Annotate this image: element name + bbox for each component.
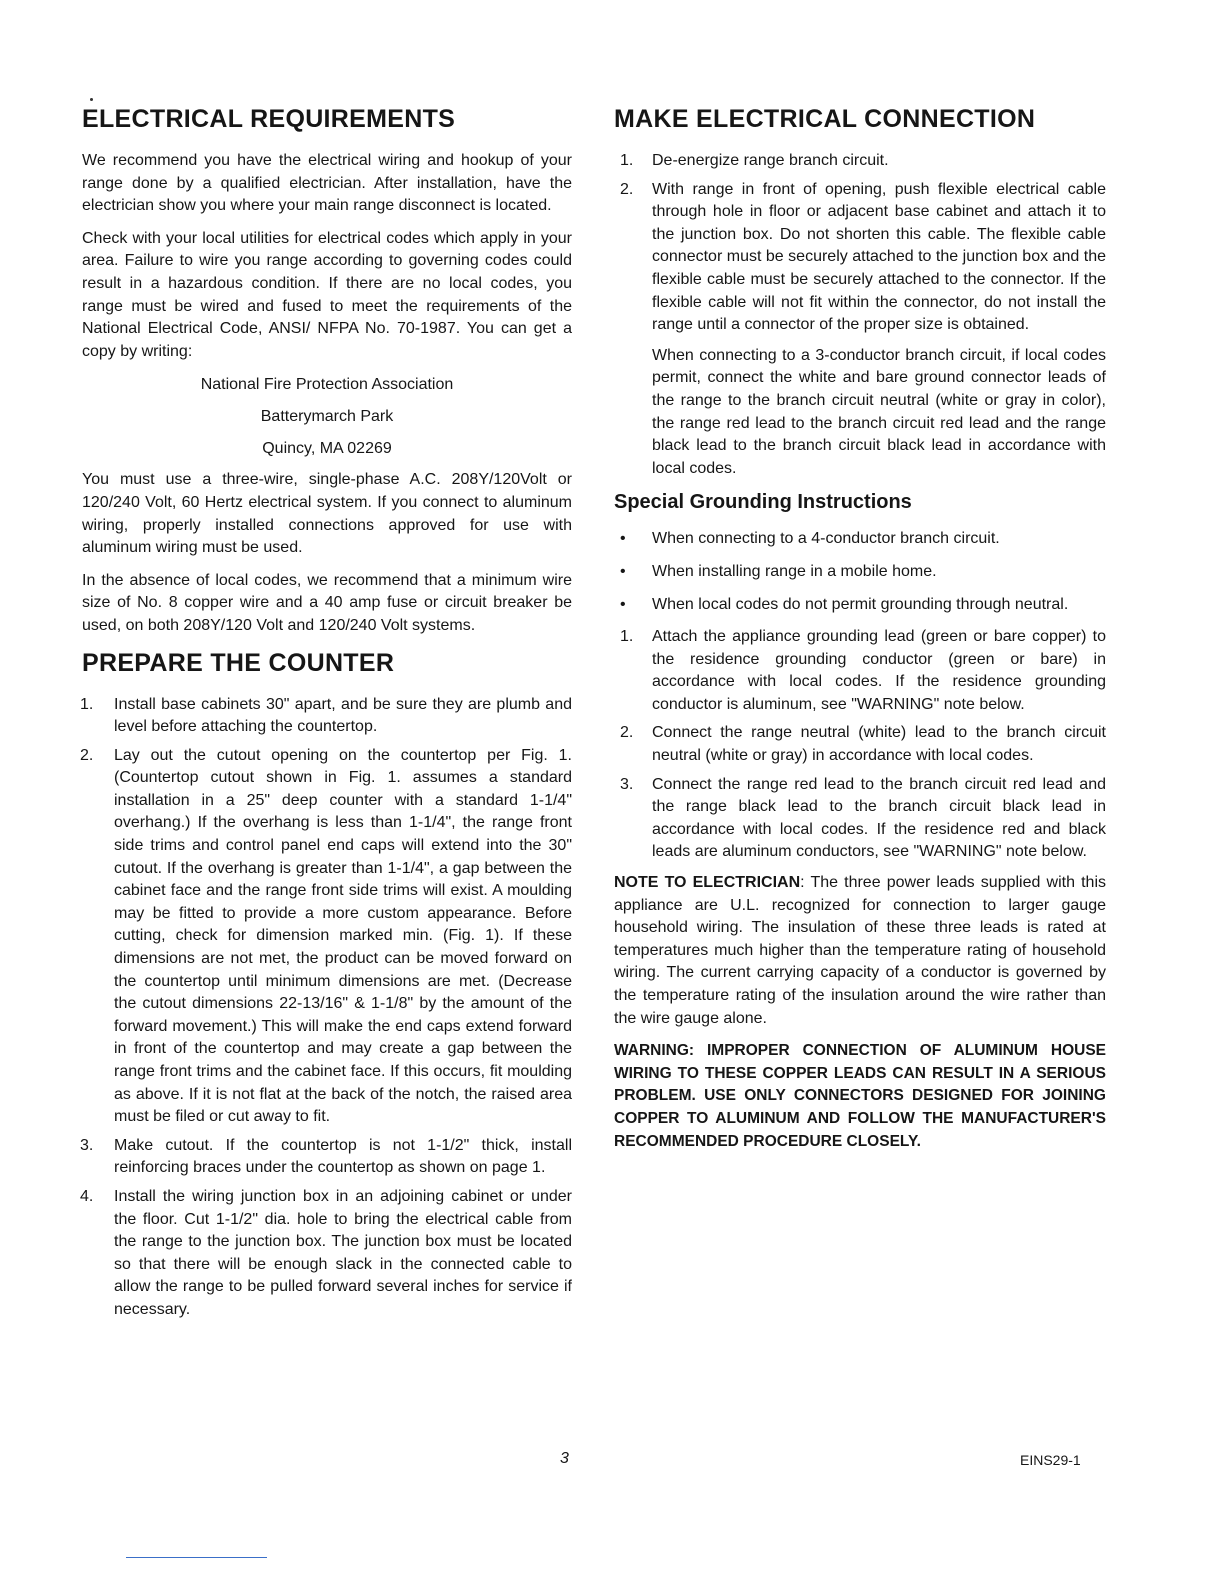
paragraph-electrical-system: You must use a three-wire, single-phase A.C. 208Y/120Volt or 120/240 Volt, 60 Hertz electrical system. If you connect to aluminum wiring, properly installed connections approved for use with aluminum wiring must be used. — [82, 471, 572, 557]
list-item — [82, 1135, 572, 1180]
bullet-item — [614, 561, 1106, 584]
bullet-text: When connecting to a 4-conductor branch circuit. — [652, 530, 1000, 548]
step-text: Connect the range red lead to the branch circuit red lead and the range black lead to the branch circuit black lead in accordance with local codes. If the residence red and black leads are aluminum conductors, see "WARNING" note below. — [652, 775, 1106, 861]
step-text: Connect the range neutral (white) lead to the branch circuit neutral (white or gray) in accordance with local codes. — [652, 724, 1106, 765]
note-text: : The three power leads supplied with this appliance are U.L. recognized for connection to larger gauge household wiring. The insulation of these three leads is rated at temperatures much higher than the temperature rating of household wiring. The current carrying capacity of a conductor is governed by the temperature rating of the insulation around the wire rather than the wire gauge alone. — [614, 874, 1106, 1027]
step-number: 2. — [80, 746, 94, 764]
step-number: 4. — [80, 1187, 94, 1205]
grounding-bullets — [614, 528, 1106, 616]
document-code: EINS29-1 — [1020, 1452, 1081, 1468]
list-item — [82, 1186, 572, 1322]
bullet-text: When local codes do not permit grounding through neutral. — [652, 595, 1069, 613]
step-number: 2. — [620, 180, 634, 198]
step-text: With range in front of opening, push flexible electrical cable through hole in floor or adjacent base cabinet and attach it to the junction box. Do not shorten this cable. The flexible cable connector must be securely attached to the junction box and the flexible cable must be securely attached to the connector. If the flexible cable will not fit within the connector, do not install the range until a connector of the proper size is obtained. — [652, 180, 1106, 334]
list-item — [82, 745, 572, 1129]
step-text: Install base cabinets 30" apart, and be sure they are plumb and level before attaching the countertop. — [114, 695, 572, 736]
list-item — [614, 774, 1106, 864]
section-heading-special-grounding: Special Grounding Instructions — [614, 491, 912, 514]
paragraph-three-conductor: When connecting to a 3-conductor branch circuit, if local codes permit, connect the white and bare ground connector leads of the range to the branch circuit neutral (white or gray in color), the range red lead to the branch circuit red lead and the range black lead to the branch circuit black lead in accordance with local codes. — [652, 346, 1106, 477]
bullet-item — [614, 528, 1106, 551]
note-label: NOTE TO ELECTRICIAN — [614, 874, 801, 892]
paragraph-local-codes: Check with your local utilities for electrical codes which apply in your area. Failure to wire you range according to governing codes could result in a hazardous condition. If there are no local codes, you range must be wired and fused to meet the requirements of the National Electrical Code, ANSI/ NFPA No. 70-1987. You can get a copy by writing: — [82, 229, 572, 360]
page-mark — [90, 98, 93, 101]
step-text: Install the wiring junction box in an adjoining cabinet or under the floor. Cut 1-1/2" dia. hole to bring the electrical cable from the range to the junction box. The junction box must be located so that there will be enough slack in the connected cable to allow the range to be pulled forward several inches for service if necessary. — [114, 1187, 572, 1318]
step-number: 1. — [620, 152, 634, 169]
right-column — [614, 104, 1106, 1163]
list-item — [82, 694, 572, 739]
step-text: Attach the appliance grounding lead (green or bare copper) to the residence grounding conductor (green or bare) in accordance with local codes. If the residence grounding conductor is aluminum, see "WARNING" note below. — [652, 628, 1106, 713]
bullet-glyph: • — [620, 562, 626, 580]
section-heading-make-connection: MAKE ELECTRICAL CONNECTION — [614, 105, 1036, 133]
address-line: Batterymarch Park — [260, 408, 394, 426]
step-number: 1. — [80, 695, 94, 713]
section-heading-electrical-requirements: ELECTRICAL REQUIREMENTS — [82, 105, 456, 133]
list-item — [614, 179, 1106, 337]
address-line: Quincy, MA 02269 — [262, 440, 392, 458]
footer-rule — [126, 1557, 267, 1558]
bullet-text: When installing range in a mobile home. — [652, 562, 937, 580]
bullet-glyph: • — [620, 530, 626, 548]
warning-notice: WARNING: IMPROPER CONNECTION OF ALUMINUM HOUSE WIRING TO THESE COPPER LEADS CAN RESULT IN A SERIOUS PROBLEM. USE ONLY CONNECTORS DESIGNED FOR JOINING COPPER TO ALUMINUM AND FOLLOW THE MANUFACTURER'S RECOMMENDED PROCEDURE CLOSELY. — [614, 1042, 1106, 1150]
address-line: National Fire Protection Association — [200, 376, 454, 394]
list-item — [614, 722, 1106, 767]
connection-steps-list — [614, 150, 1106, 337]
step-number: 2. — [620, 724, 634, 742]
step-text: Make cutout. If the countertop is not 1-1/2" thick, install reinforcing braces under the countertop as shown on page 1. — [114, 1136, 572, 1177]
bullet-item — [614, 594, 1106, 617]
paragraph-electrician: We recommend you have the electrical wiring and hookup of your range done by a qualified electrician. After installation, have the electrician show you where your main range disconnect is located. — [82, 152, 572, 215]
section-heading-prepare-counter: PREPARE THE COUNTER — [82, 648, 395, 677]
step-text: Lay out the cutout opening on the countertop per Fig. 1. (Countertop cutout shown in Fig. 1. assumes a standard installation in a 25" deep counter with a standard 1-1/4" overhang.) If the overhang is less than 1-1/4", the range front side trims and control panel end caps will extend into the 30" cutout. If the overhang is greater than 1-1/4", a gap between the cabinet face and the range front side trims will exist. A moulding may be fitted to provide a more custom appearance. Before cutting, check for dimension marked min. (Fig. 1). If these dimensions are not met, the product can be moved forward on the countertop until minimum dimensions are met. (Decrease the cutout dimensions 22-13/16" & 1-1/8" by the amount of the forward movement.) This will make the end caps extend forward in front of the countertop and may create a gap between the range front trims and the cabinet face. If this occurs, fit moulding as above. If it is not flat at the back of the notch, the raised area must be filed or cut away to fit. — [114, 746, 572, 1126]
paragraph-wire-size: In the absence of local codes, we recommend that a minimum wire size of No. 8 copper wire and a 40 amp fuse or circuit breaker be used, on both 208Y/120 Volt and 120/240 Volt systems. — [82, 571, 572, 634]
page-number: 3 — [560, 1450, 569, 1467]
counter-steps-list — [82, 694, 572, 1322]
bullet-glyph: • — [620, 595, 626, 613]
step-number: 3. — [620, 775, 634, 793]
step-number: 3. — [80, 1136, 94, 1154]
note-to-electrician — [614, 872, 1106, 1030]
address-block — [82, 373, 572, 461]
list-item — [614, 626, 1106, 716]
step-text: De-energize range branch circuit. — [652, 152, 889, 169]
left-column — [82, 104, 572, 1330]
grounding-steps-list — [614, 626, 1106, 864]
list-item — [614, 150, 1106, 173]
step-number: 1. — [620, 628, 634, 646]
